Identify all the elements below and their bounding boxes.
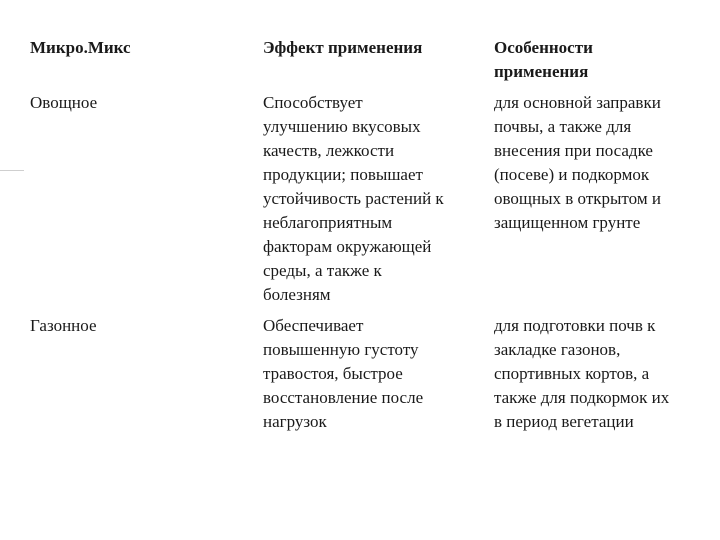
header-product: Микро.Микс — [30, 38, 131, 57]
header-effect: Эффект применения — [263, 38, 423, 57]
row-1-features: для основной заправки почвы, а также для внесения при посадке (посеве) и подкормок овощных в открытом и защищенном грунте — [494, 93, 661, 232]
margin-divider — [0, 170, 24, 171]
row-2-features: для подготовки почв к закладке газонов, спортивных кортов, а также для подкормок их в период вегетации — [494, 316, 670, 431]
row-1-effect: Способствует улучшению вкусовых качеств, лежкости продукции; повышает устойчивость растений к неблагоприятным факторам окружающей среды, а также к болезням — [263, 93, 444, 304]
row-2-name: Газонное — [30, 316, 97, 335]
header-features: Особенности применения — [494, 38, 593, 81]
row-2-effect: Обеспечивает повышенную густоту травостоя, быстрое восстановление после нагрузок — [263, 316, 424, 431]
row-1-name: Овощное — [30, 93, 98, 112]
